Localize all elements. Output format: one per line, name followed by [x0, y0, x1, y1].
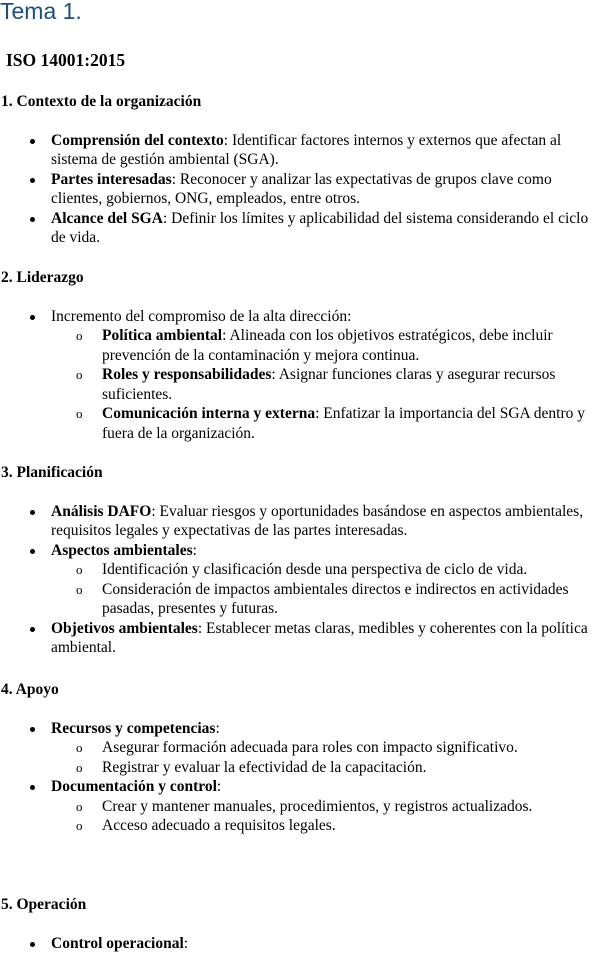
item-term: Partes interesadas [51, 170, 172, 188]
sub-list [0, 797, 596, 836]
sub-list [0, 326, 596, 443]
item-text: : Establecer metas claras, medibles y coherentes con la política ambiental. [51, 619, 588, 656]
list-item [0, 719, 600, 778]
item-term: Roles y responsabilidades [102, 366, 272, 383]
item-text: Identificación y clasificación desde una perspectiva de ciclo de vida. [102, 561, 528, 578]
list-item [0, 502, 600, 541]
item-term: Comprensión del contexto [51, 131, 224, 149]
item-term: Documentación y control [51, 778, 217, 795]
section-heading: 4. Apoyo [1, 681, 59, 698]
item-term: Objetivos ambientales [51, 619, 198, 637]
item-term: Alcance del SGA [51, 209, 163, 227]
list-item [0, 209, 600, 248]
section-operacion [0, 895, 600, 953]
item-text: : [192, 541, 197, 559]
bullet-list [0, 934, 600, 954]
sub-list-item [0, 797, 596, 817]
item-text: : [183, 934, 189, 952]
sub-list [0, 738, 596, 777]
sub-list-item [0, 365, 596, 404]
list-item [0, 777, 600, 836]
sub-list-item [0, 738, 596, 758]
list-item [0, 619, 600, 658]
item-text: : [215, 719, 220, 737]
list-item [0, 934, 600, 954]
sub-list-item [0, 404, 596, 443]
bullet-list [0, 719, 600, 836]
list-item [0, 131, 600, 170]
item-term: Análisis DAFO [51, 502, 152, 520]
list-item [0, 307, 600, 444]
item-term: Aspectos ambientales [51, 541, 193, 559]
section-heading: 2. Liderazgo [1, 269, 84, 286]
item-text: Incremento del compromiso de la alta dirección: [51, 307, 352, 325]
section-apoyo [0, 680, 600, 836]
bullet-list [0, 307, 600, 444]
sub-list [0, 560, 596, 619]
sub-list-item [0, 580, 596, 619]
item-text: : [216, 778, 222, 795]
item-text: Registrar y evaluar la efectividad de la capacitación. [102, 758, 427, 776]
item-text: Asegurar formación adecuada para roles con impacto significativo. [102, 739, 518, 756]
list-item [0, 541, 600, 619]
section-liderazgo [0, 268, 600, 443]
section-heading: 3. Planificación [1, 464, 103, 481]
item-text: : Definir los límites y aplicabilidad del sistema considerando el ciclo de vida. [51, 209, 589, 246]
item-text: : Enfatizar la importancia del SGA dentro y fuera de la organización. [102, 405, 585, 442]
section-planificacion [0, 463, 600, 658]
sub-list-item [0, 560, 596, 580]
item-text: : Evaluar riesgos y oportunidades basándose en aspectos ambientales, requisitos legales y expectativas de las partes interesadas. [51, 502, 584, 539]
document-title: Tema 1. [0, 0, 82, 24]
item-text: : Alineada con los objetivos estratégicos, debe incluir prevención de la contaminación y mejora continua. [102, 327, 553, 364]
section-contexto [0, 92, 600, 248]
item-term: Recursos y competencias [51, 719, 216, 737]
sub-list-item [0, 326, 596, 365]
item-text: : Identificar factores internos y externos que afectan al sistema de gestión ambiental (SGA). [51, 131, 562, 168]
section-heading: 1. Contexto de la organización [1, 93, 202, 110]
sub-list-item [0, 816, 596, 836]
standard-heading: ISO 14001:2015 [6, 50, 126, 70]
item-term: Política ambiental [102, 327, 223, 344]
section-heading: 5. Operación [1, 896, 87, 913]
item-text: Acceso adecuado a requisitos legales. [102, 817, 336, 834]
item-term: Control operacional [51, 934, 184, 952]
list-item [0, 170, 600, 209]
item-text: : Reconocer y analizar las expectativas de grupos clave como clientes, gobiernos, ONG, empleados, entre otros. [51, 170, 552, 207]
item-text: Consideración de impactos ambientales directos e indirectos en actividades pasadas, presentes y futuras. [102, 580, 569, 617]
item-term: Comunicación interna y externa [102, 405, 316, 422]
item-text: : Asignar funciones claras y asegurar recursos suficientes. [102, 366, 556, 403]
bullet-list [0, 131, 600, 248]
sub-list-item [0, 758, 596, 778]
bullet-list [0, 502, 600, 658]
item-text: Crear y mantener manuales, procedimientos, y registros actualizados. [102, 797, 533, 815]
